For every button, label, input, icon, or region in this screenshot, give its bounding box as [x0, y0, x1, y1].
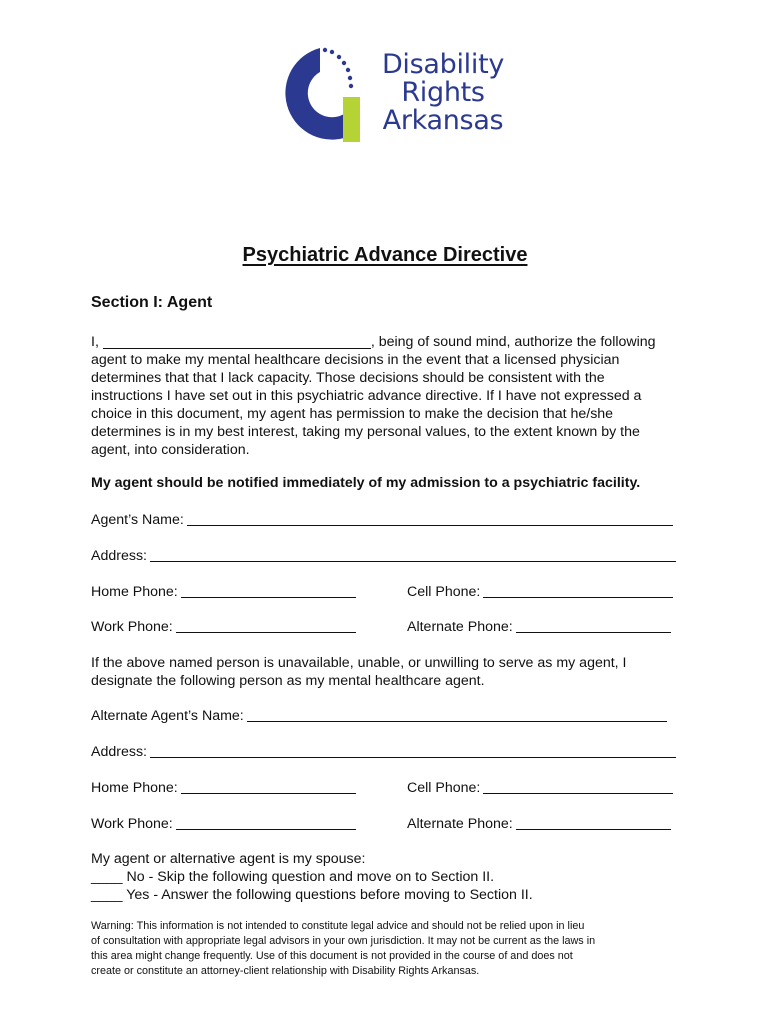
spouse-question-block [91, 850, 533, 904]
alt-address-label: Address: [91, 744, 147, 760]
alt-home-phone-field[interactable] [181, 779, 356, 794]
alt-cell-phone-field[interactable] [483, 779, 673, 794]
cell-phone-field[interactable] [483, 583, 673, 598]
alternate-phone-label: Alternate Phone: [407, 619, 513, 635]
intro-line: choice in this document, my agent has permission to make the decision that he/she [91, 406, 614, 422]
logo-line-3: Arkansas [382, 105, 504, 136]
legal-warning [91, 919, 691, 979]
alternate-line: If the above named person is unavailable, unable, or unwilling to serve as my agent, I [91, 655, 627, 671]
address-label: Address: [91, 548, 147, 564]
alt-agent-name-field[interactable] [247, 707, 667, 722]
logo-line-2: Rights [401, 77, 485, 108]
address-field[interactable] [150, 547, 676, 562]
document-title: Psychiatric Advance Directive [242, 244, 528, 266]
intro-line: instructions I have set out in this psychiatric advance directive. If I have not expressed a [91, 388, 642, 404]
alt-home-phone-label: Home Phone: [91, 780, 178, 796]
alt-address-row [91, 743, 676, 760]
alt-home-phone-row [91, 779, 356, 796]
agent-name-row [91, 511, 673, 528]
alt-alternate-phone-label: Alternate Phone: [407, 816, 513, 832]
home-phone-row [91, 583, 356, 600]
alternate-paragraph [91, 654, 691, 690]
cell-phone-row [407, 583, 673, 600]
intro-line: determines is in my best interest, taking my personal values, to the extent known by the [91, 424, 640, 440]
alt-address-field[interactable] [150, 743, 676, 758]
alt-agent-name-label: Alternate Agent’s Name: [91, 708, 244, 724]
alt-work-phone-label: Work Phone: [91, 816, 173, 832]
intro-line: agent, into consideration. [91, 442, 250, 458]
work-phone-field[interactable] [176, 618, 356, 633]
warning-line: create or constitute an attorney-client relationship with Disability Rights Arkansas. [91, 965, 480, 977]
logo-line-1: Disability [381, 49, 505, 80]
intro-line: determines that that I lack capacity. Those decisions should be consistent with the [91, 370, 605, 386]
alt-cell-phone-row [407, 779, 673, 796]
cell-phone-label: Cell Phone: [407, 584, 481, 600]
alt-work-phone-row [91, 815, 356, 832]
notify-statement: My agent should be notified immediately of my admission to a psychiatric facility. [91, 475, 641, 491]
alt-agent-name-row [91, 707, 667, 724]
home-phone-label: Home Phone: [91, 584, 178, 600]
logo [258, 42, 518, 146]
alternate-phone-field[interactable] [516, 618, 671, 633]
intro-prefix: I, [91, 334, 99, 350]
spouse-option-no[interactable]: ____ No - Skip the following question and move on to Section II. [91, 869, 495, 885]
spouse-question: My agent or alternative agent is my spouse: [91, 851, 366, 867]
alternate-phone-row [407, 618, 671, 635]
warning-line: this area might change frequently. Use of this document is not provided in the course of and does not [91, 950, 573, 962]
principal-name-field[interactable] [103, 334, 371, 349]
work-phone-label: Work Phone: [91, 619, 173, 635]
alt-cell-phone-label: Cell Phone: [407, 780, 481, 796]
alt-work-phone-field[interactable] [176, 815, 356, 830]
address-row [91, 547, 676, 564]
spouse-option-yes[interactable]: ____ Yes - Answer the following questions before moving to Section II. [91, 887, 533, 903]
agent-name-field[interactable] [187, 511, 673, 526]
intro-paragraph [91, 333, 691, 459]
alternate-line: designate the following person as my mental healthcare agent. [91, 673, 485, 689]
logo-mark-icon [258, 42, 378, 146]
warning-line: of consultation with appropriate legal advisors in your own jurisdiction. It may not be current as the laws in [91, 935, 596, 947]
intro-line-first [91, 333, 691, 351]
intro-line: agent to make my mental healthcare decisions in the event that a licensed physician [91, 352, 620, 368]
alt-alternate-phone-row [407, 815, 671, 832]
logo-wordmark [378, 51, 508, 135]
agent-name-label: Agent’s Name: [91, 512, 184, 528]
work-phone-row [91, 618, 356, 635]
home-phone-field[interactable] [181, 583, 356, 598]
intro-line1-suffix: , being of sound mind, authorize the following [370, 334, 656, 350]
alt-alternate-phone-field[interactable] [516, 815, 671, 830]
warning-line: Warning: This information is not intended to constitute legal advice and should not be relied upon in lieu [91, 920, 585, 932]
section-heading: Section I: Agent [91, 294, 213, 311]
